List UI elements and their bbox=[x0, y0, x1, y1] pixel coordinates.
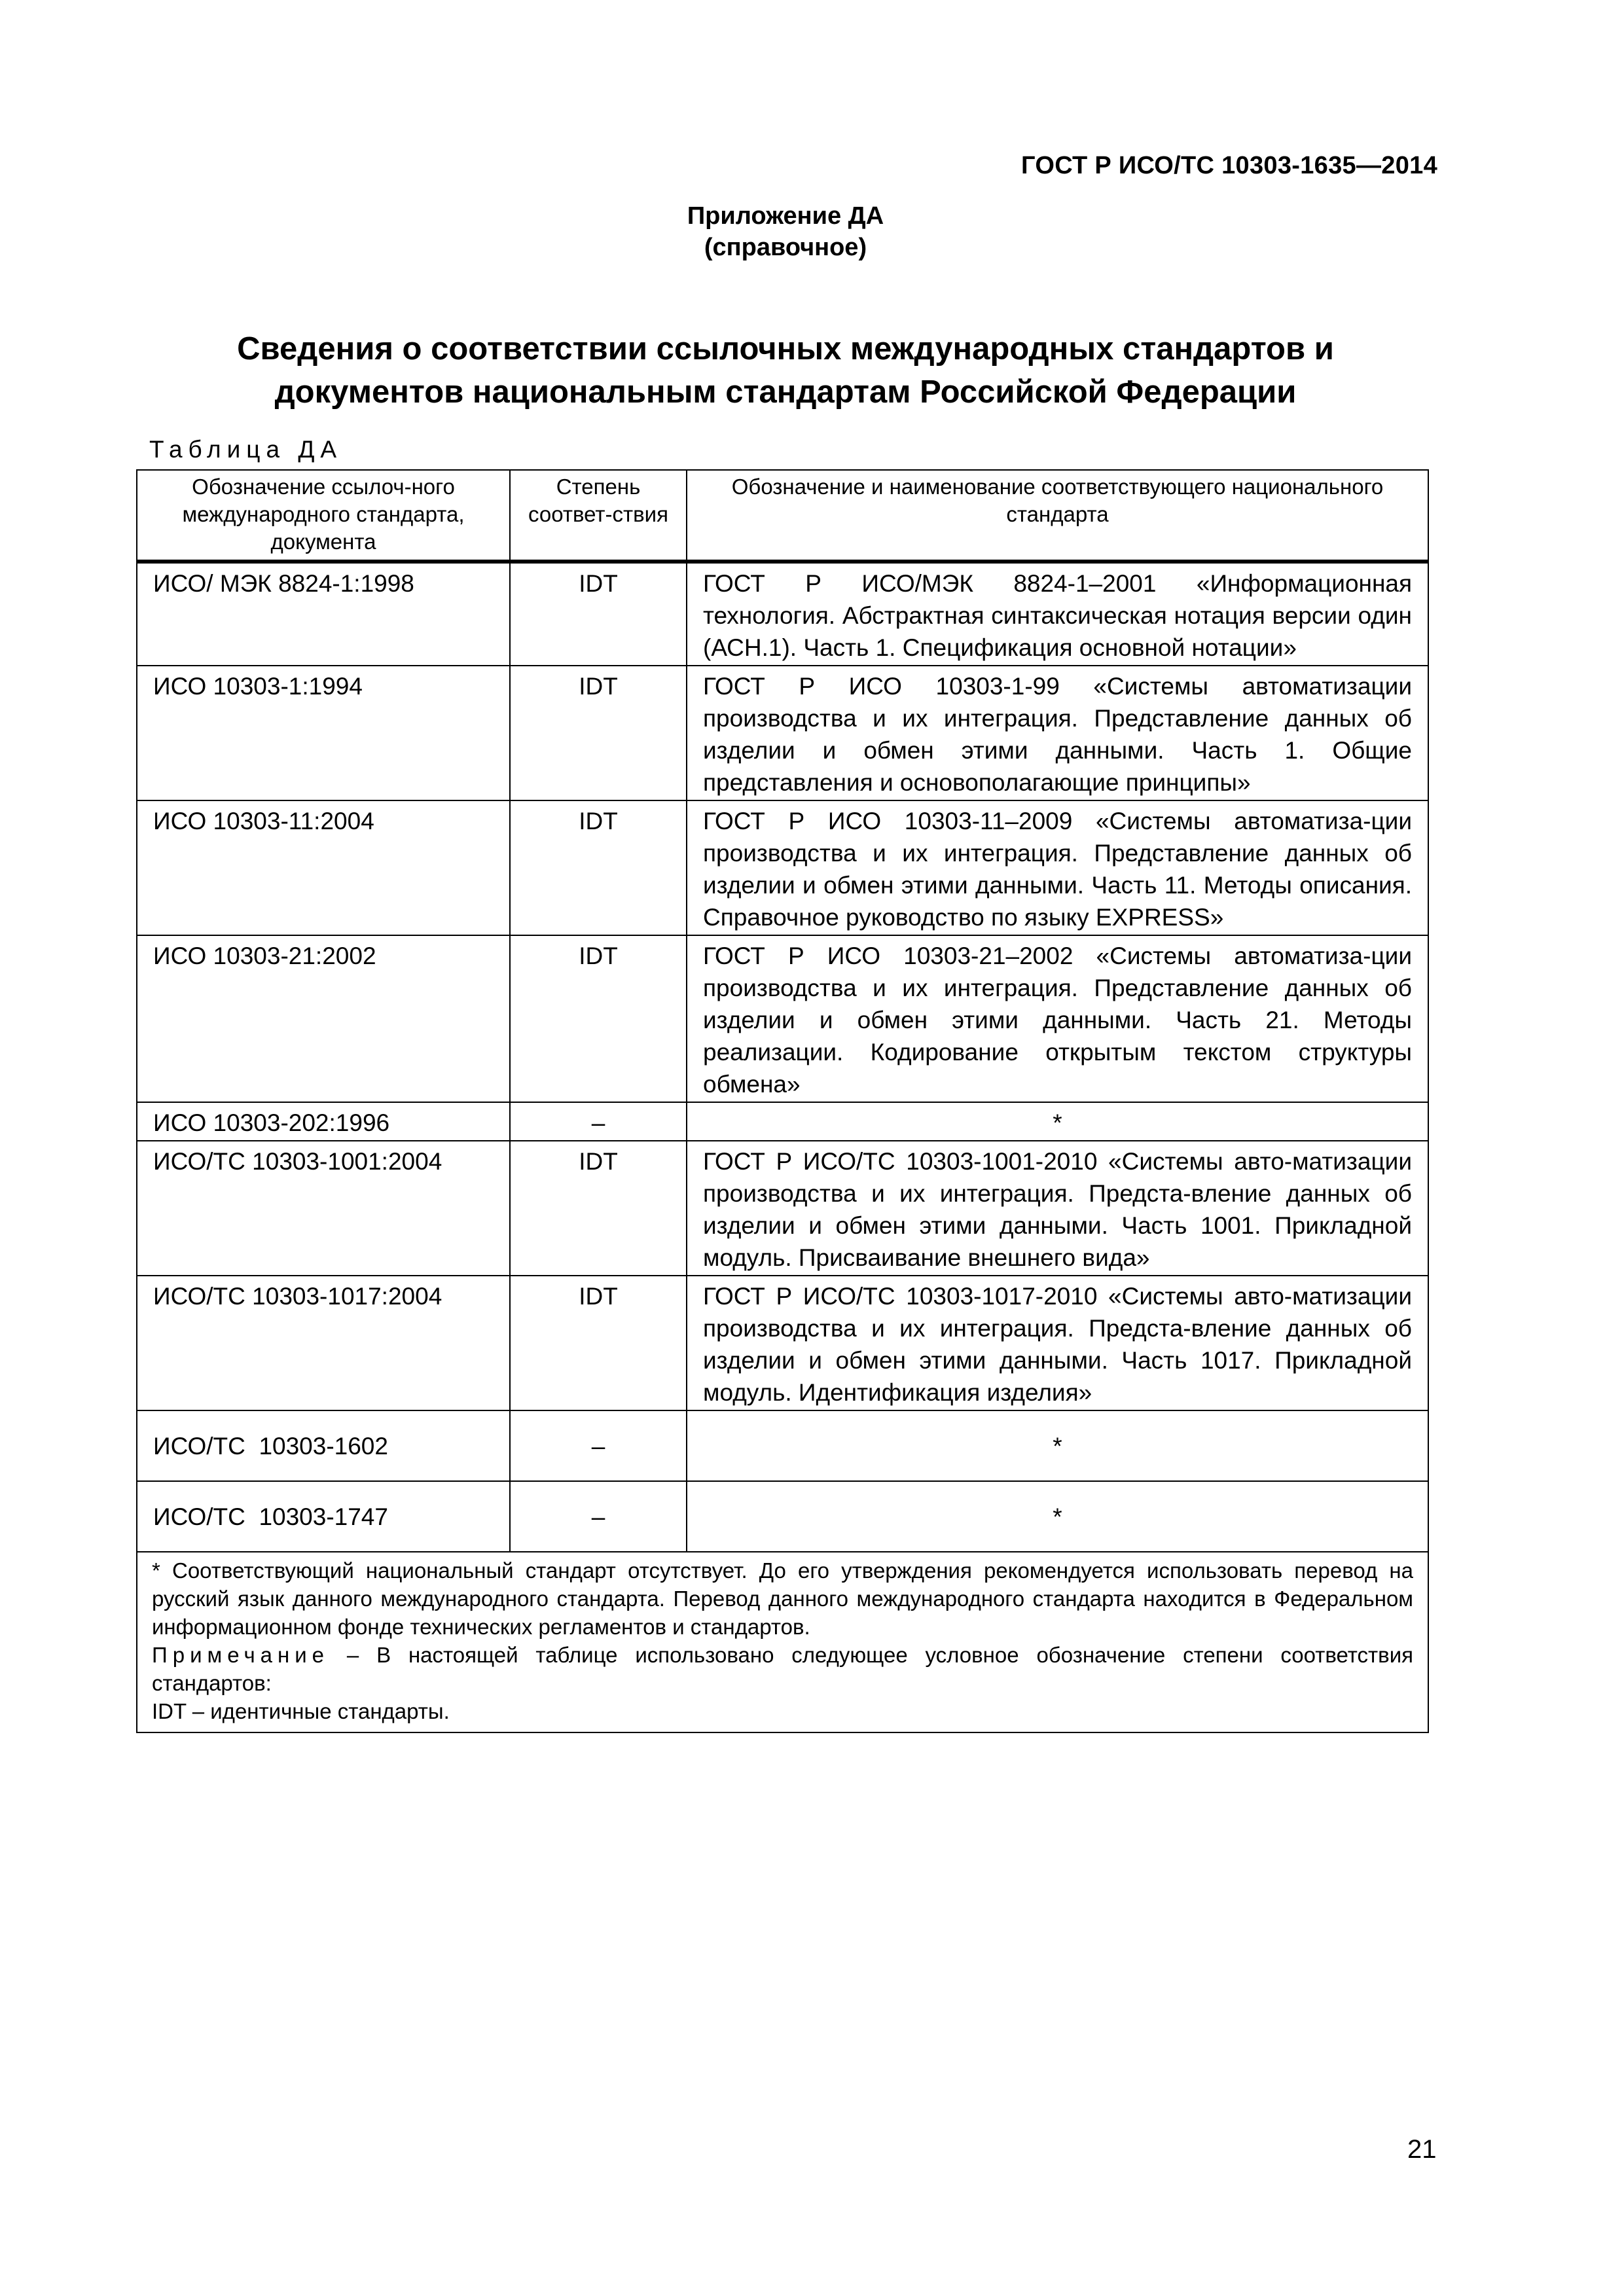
cell-international: ИСО 10303-21:2002 bbox=[137, 935, 510, 1102]
table-row bbox=[137, 1481, 1428, 1552]
appendix-title: Приложение ДА bbox=[687, 202, 884, 230]
cell-international: ИСО 10303-11:2004 bbox=[137, 800, 510, 935]
footnote-text: * Соответствующий национальный стандарт отсутствует. До его утверждения рекомендуется использовать перевод на русский язык данного международного стандарта. Перевод данного международного стандарта находится в Федеральном информационном фонде технических регламентов и стандартов. bbox=[152, 1558, 1413, 1639]
note-paragraph bbox=[152, 1641, 1413, 1697]
cell-national: ГОСТ Р ИСО/МЭК 8824-1–2001 «Информационная технология. Абстрактная синтаксическая нотация версии один (АСН.1). Часть 1. Спецификация основной нотации» bbox=[687, 562, 1428, 666]
header-national-standard: Обозначение и наименование соответствующего национального стандарта bbox=[687, 470, 1428, 562]
cell-international: ИСО/ТС 10303-1602 bbox=[137, 1410, 510, 1481]
page-number: 21 bbox=[1407, 2135, 1437, 2164]
note-idt-definition: IDT – идентичные стандарты. bbox=[152, 1699, 450, 1723]
table-header-row bbox=[137, 470, 1428, 562]
note-label: Примечание bbox=[152, 1643, 330, 1667]
cell-degree: – bbox=[510, 1481, 687, 1552]
cell-degree: IDT bbox=[510, 666, 687, 800]
table-row bbox=[137, 562, 1428, 666]
appendix-type: (справочное) bbox=[704, 234, 867, 261]
page-title bbox=[164, 327, 1407, 414]
cell-degree: IDT bbox=[510, 1276, 687, 1410]
cell-national: * bbox=[687, 1481, 1428, 1552]
cell-national: ГОСТ Р ИСО 10303-11–2009 «Системы автоматиза-ции производства и их интеграция. Представление данных об изделии и обмен этими данными. Часть 11. Методы описания. Справочное руководство по языку EXPRESS» bbox=[687, 800, 1428, 935]
table-row bbox=[137, 1102, 1428, 1141]
cell-degree: – bbox=[510, 1102, 687, 1141]
table-row bbox=[137, 1141, 1428, 1276]
cell-degree: – bbox=[510, 1410, 687, 1481]
cell-international: ИСО/ТС 10303-1017:2004 bbox=[137, 1276, 510, 1410]
page-title-line-2: документов национальным стандартам Российской Федерации bbox=[274, 374, 1297, 410]
table-row bbox=[137, 1410, 1428, 1481]
cell-international: ИСО/ТС 10303-1001:2004 bbox=[137, 1141, 510, 1276]
header-degree: Степень соответ-ствия bbox=[510, 470, 687, 562]
cell-national: ГОСТ Р ИСО/ТС 10303-1017-2010 «Системы авто-матизации производства и их интеграция. Предста-вление данных об изделии и обмен этими данными. Часть 1017. Прикладной модуль. Идентификация изделия» bbox=[687, 1276, 1428, 1410]
note-text: – В настоящей таблице использовано следующее условное обозначение степени соответствия стандартов: bbox=[152, 1643, 1413, 1695]
cell-national: * bbox=[687, 1102, 1428, 1141]
cell-national: * bbox=[687, 1410, 1428, 1481]
correspondence-table bbox=[136, 469, 1429, 1733]
table-caption: Таблица ДА bbox=[149, 436, 343, 463]
cell-degree: IDT bbox=[510, 562, 687, 666]
cell-international: ИСО 10303-202:1996 bbox=[137, 1102, 510, 1141]
header-international-standard: Обозначение ссылоч-ного международного стандарта, документа bbox=[137, 470, 510, 562]
cell-degree: IDT bbox=[510, 800, 687, 935]
page-title-line-1: Сведения о соответствии ссылочных международных стандартов и bbox=[237, 331, 1334, 367]
table-note bbox=[137, 1552, 1428, 1732]
cell-international: ИСО/ТС 10303-1747 bbox=[137, 1481, 510, 1552]
table-row bbox=[137, 935, 1428, 1102]
cell-national: ГОСТ Р ИСО 10303-1-99 «Системы автоматизации производства и их интеграция. Представление данных об изделии и обмен этими данными. Часть 1. Общие представления и основополагающие принципы» bbox=[687, 666, 1428, 800]
table-row bbox=[137, 666, 1428, 800]
cell-national: ГОСТ Р ИСО 10303-21–2002 «Системы автоматиза-ции производства и их интеграция. Представление данных об изделии и обмен этими данными. Часть 21. Методы реализации. Кодирование открытым текстом структуры обмена» bbox=[687, 935, 1428, 1102]
cell-degree: IDT bbox=[510, 935, 687, 1102]
cell-national: ГОСТ Р ИСО/ТС 10303-1001-2010 «Системы авто-матизации производства и их интеграция. Предста-вление данных об изделии и обмен этими данными. Часть 1001. Прикладной модуль. Присваивание внешнего вида» bbox=[687, 1141, 1428, 1276]
cell-international: ИСО/ МЭК 8824-1:1998 bbox=[137, 562, 510, 666]
cell-degree: IDT bbox=[510, 1141, 687, 1276]
table-row bbox=[137, 800, 1428, 935]
cell-international: ИСО 10303-1:1994 bbox=[137, 666, 510, 800]
table-note-row bbox=[137, 1552, 1428, 1732]
document-code: ГОСТ Р ИСО/ТС 10303-1635—2014 bbox=[1021, 152, 1437, 179]
table-row bbox=[137, 1276, 1428, 1410]
appendix-heading bbox=[458, 200, 1113, 263]
